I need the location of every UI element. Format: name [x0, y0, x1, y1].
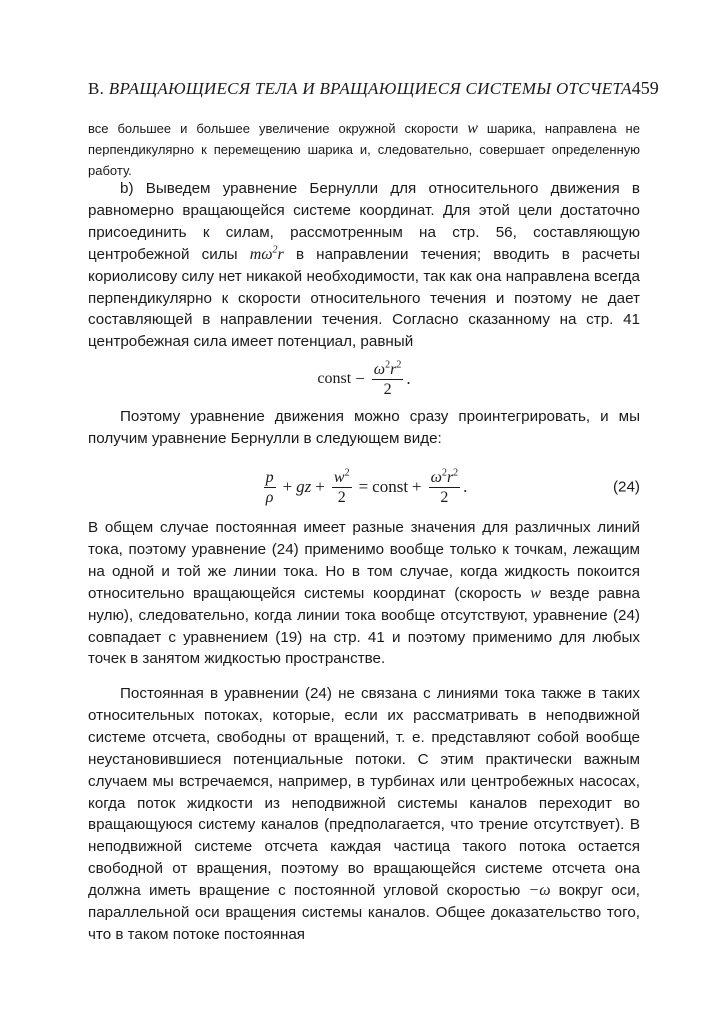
- running-header: [88, 78, 659, 99]
- para2-text: Поэтому уравнение движения можно сразу проинтегрировать, и мы получим уравнение Бернулли в следующем виде:: [88, 408, 640, 447]
- eq2-const: const: [372, 477, 409, 496]
- para1-text-b: в направлении течения; вводить в расчеты кориолисову силу нет никакой необходимости, так как она направлена всегда перпендикулярно к скорости относительного течения и поэтому не дает составляющей в направлении течения. Согласно сказанному на стр. 41 центробежная сила имеет потенциал, равный: [88, 245, 640, 351]
- eq2-omega: ω: [430, 468, 442, 486]
- paragraph-bernoulli-intro: [88, 178, 640, 353]
- eq2-omega-exp: 2: [441, 467, 447, 479]
- eq2-fraction-w2: [332, 468, 352, 507]
- centrifugal-force-formula: [250, 246, 284, 263]
- eq1-exp2: 2: [396, 359, 402, 371]
- eq1-exp1: 2: [385, 359, 391, 371]
- paragraph-integrate: [88, 406, 640, 450]
- paragraph-relative-flows: [88, 683, 640, 946]
- continued-paragraph: [88, 118, 640, 181]
- equation-potential: [88, 356, 640, 402]
- formula-omega: ω: [261, 245, 273, 263]
- eq2-equals: =: [358, 477, 369, 496]
- formula-r: r: [277, 245, 284, 263]
- eq2-w-exp: 2: [344, 467, 350, 479]
- eq1-r: r: [390, 360, 397, 378]
- formula-m: m: [249, 245, 262, 263]
- equation-bernoulli: [88, 462, 640, 512]
- eq2-w2-den: 2: [337, 488, 346, 506]
- para4-text-a: Постоянная в уравнении (24) не связана с линиями тока также в таких относительных потоках, которые, если их рассматривать в неподвижной системе отсчета, свободны от вращений, т. е. представляют собой вообще неустановившиеся потенциальные потоки. С этим практически важным случаем мы встречаемся, например, в турбинах или центробежных насосах, когда поток жидкости из неподвижной системы каналов переходит во вращающуюся систему каналов (предполагается, что трение отсутствует). В неподвижной системе отсчета каждая частица такого потока остается свободной от вращения, поэтому во вращающейся системе отсчета она должна иметь вращение с постоянной угловой скоростью: [88, 685, 640, 900]
- formula-exp: 2: [272, 244, 278, 256]
- paragraph-general-case: [88, 517, 640, 670]
- eq2-fraction-p-rho: [264, 468, 276, 507]
- eq1-period: .: [406, 369, 411, 388]
- eq2-gz: gz: [296, 477, 312, 496]
- eq2-p: p: [265, 468, 274, 486]
- small-text-b: шарика, направлена не перпендикулярно к перемещению шарика и, следовательно, совершает определенную работу.: [88, 121, 640, 178]
- eq2-omega-den: 2: [440, 488, 449, 506]
- para1-text-a: b) Выведем уравнение Бернулли для относительного движения в равномерно вращающейся системе координат. Для этой цели достаточно присоединить к силам, рассмотренным на стр. 56, составляющую центробежной силы: [88, 180, 640, 263]
- eq2-plus2: +: [315, 477, 325, 496]
- eq1-omega: ω: [373, 360, 386, 378]
- var-w: w: [467, 120, 478, 137]
- eq2-r: r: [446, 468, 454, 486]
- eq2-omega-num: [429, 468, 461, 488]
- eq1-denominator: 2: [383, 380, 392, 398]
- header-section-letter: В.: [88, 79, 105, 98]
- eq1-fraction: [372, 360, 404, 399]
- para3-var-w: w: [530, 584, 541, 602]
- eq1-minus: −: [355, 369, 365, 388]
- eq1-const: const: [317, 370, 352, 387]
- eq1-numerator: [372, 360, 404, 380]
- small-text-a: все большее и большее увеличение окружной скорости: [88, 121, 459, 136]
- eq2-w: w: [333, 468, 345, 486]
- para3-text-b: везде равна нулю), следовательно, когда линии тока вообще отсутствуют, уравнение (24) совпадает с уравнением (19) на стр. 41 и поэтому применимо для любых точек в занятом жидкостью пространстве.: [88, 584, 640, 668]
- eq2-period: .: [463, 477, 468, 496]
- eq2-plus1: +: [282, 477, 293, 496]
- header-title: [88, 79, 632, 99]
- para4-text-b: вокруг оси, параллельной оси вращения системы каналов. Общее доказательство того, что в таком потоке постоянная: [88, 882, 640, 943]
- eq2-fraction-omega: [429, 468, 461, 507]
- eq2-w2-num: [332, 468, 352, 488]
- page-number: 459: [631, 78, 659, 98]
- para4-neg-omega: −ω: [528, 882, 551, 900]
- eq2-rho: ρ: [265, 488, 274, 506]
- eq2-plus3: +: [412, 477, 422, 496]
- para3-text-a: В общем случае постоянная имеет разные значения для различных линий тока, поэтому уравнение (24) применимо вообще только к точкам, лежащим на одной и той же линии тока. Но в том случае, когда жидкость покоится относительно вращающейся системы координат (скорость: [88, 519, 640, 602]
- eq2-r-exp: 2: [453, 467, 459, 479]
- equation-number: (24): [612, 478, 640, 496]
- header-title-text: ВРАЩАЮЩИЕСЯ ТЕЛА И ВРАЩАЮЩИЕСЯ СИСТЕМЫ ОТСЧЕТА: [108, 79, 632, 98]
